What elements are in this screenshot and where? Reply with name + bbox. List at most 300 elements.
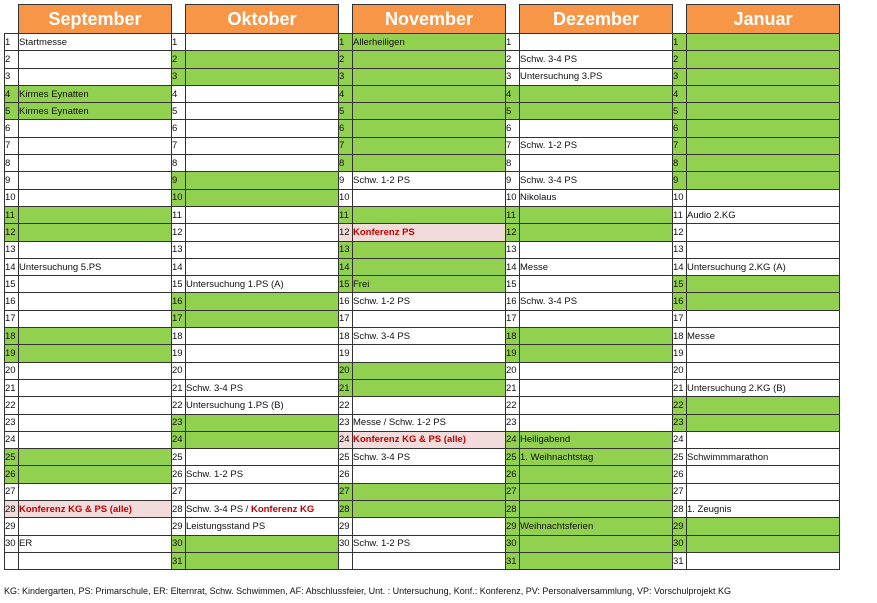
day-event[interactable]: [186, 120, 339, 137]
day-event[interactable]: [19, 172, 172, 189]
day-event[interactable]: [687, 68, 840, 85]
day-event[interactable]: [186, 328, 339, 345]
day-number: 4: [5, 85, 19, 102]
event-text: Schw. 1-2 PS: [186, 469, 244, 481]
event-text: Schw. 1-2 PS: [520, 140, 578, 152]
day-number: 6: [5, 120, 19, 137]
day-number: 15: [5, 276, 19, 293]
day-number: 16: [5, 293, 19, 310]
table-row: [5, 466, 840, 483]
day-event[interactable]: [520, 501, 673, 518]
day-event[interactable]: [687, 224, 840, 241]
header-spacer: [506, 5, 520, 34]
day-number: 31: [673, 552, 687, 569]
day-number: 28: [339, 501, 353, 518]
event-text: Schw. 3-4 PS: [353, 330, 411, 342]
day-event[interactable]: [687, 362, 840, 379]
day-number: 7: [339, 137, 353, 154]
day-event[interactable]: [19, 362, 172, 379]
event-text: Kirmes Eynatten: [19, 88, 89, 100]
day-event[interactable]: [687, 379, 840, 396]
day-event[interactable]: [520, 310, 673, 327]
legend-text: KG: Kindergarten, PS: Primarschule, ER: Elternrat, Schw. Schwimmen, AF: Abschlussfeier, Unt. : Untersuchung, Konf.: Konferenz, PV: Personalversammlung, VP: Vorschulprojekt KG: [4, 586, 731, 596]
day-event[interactable]: [353, 535, 506, 552]
day-number: 19: [172, 345, 186, 362]
table-row: [5, 518, 840, 535]
day-event[interactable]: [520, 172, 673, 189]
day-number: 23: [506, 414, 520, 431]
day-number: 26: [339, 466, 353, 483]
day-event[interactable]: [19, 414, 172, 431]
day-event[interactable]: [353, 466, 506, 483]
day-event[interactable]: [353, 362, 506, 379]
table-row: [5, 224, 840, 241]
day-event[interactable]: [186, 431, 339, 448]
event-text: 1. Zeugnis: [687, 503, 732, 515]
day-number: 15: [172, 276, 186, 293]
day-event[interactable]: [186, 310, 339, 327]
day-event[interactable]: [353, 206, 506, 223]
day-number: 8: [673, 155, 687, 172]
day-number: 20: [339, 362, 353, 379]
day-event[interactable]: [186, 293, 339, 310]
day-number: 14: [339, 258, 353, 275]
day-event[interactable]: [520, 414, 673, 431]
day-number: 20: [506, 362, 520, 379]
day-event[interactable]: [19, 293, 172, 310]
day-event[interactable]: [353, 68, 506, 85]
day-event[interactable]: [353, 552, 506, 569]
day-event[interactable]: [520, 241, 673, 258]
day-number: 13: [5, 241, 19, 258]
day-event[interactable]: [520, 258, 673, 275]
day-event[interactable]: [353, 328, 506, 345]
day-event[interactable]: [687, 189, 840, 206]
event-text: Untersuchung 1.PS (A): [186, 278, 284, 290]
day-event[interactable]: [353, 431, 506, 448]
day-number: 27: [339, 483, 353, 500]
day-number: 29: [506, 518, 520, 535]
day-event[interactable]: [186, 483, 339, 500]
day-event[interactable]: [186, 137, 339, 154]
table-row: [5, 189, 840, 206]
day-event[interactable]: [687, 466, 840, 483]
conference-text: Konferenz KG: [250, 503, 315, 515]
day-number: 5: [673, 103, 687, 120]
day-number: 14: [5, 258, 19, 275]
day-event[interactable]: [687, 85, 840, 102]
day-event[interactable]: [186, 189, 339, 206]
day-event[interactable]: [520, 518, 673, 535]
day-event[interactable]: [687, 414, 840, 431]
event-text: Untersuchung 2.KG (B): [687, 382, 786, 394]
day-number: 22: [339, 397, 353, 414]
day-event[interactable]: [19, 224, 172, 241]
day-event[interactable]: [186, 362, 339, 379]
day-event[interactable]: [520, 397, 673, 414]
day-event[interactable]: [186, 224, 339, 241]
header-spacer: [172, 5, 186, 34]
day-event[interactable]: [353, 501, 506, 518]
day-event[interactable]: [353, 518, 506, 535]
day-number: 27: [506, 483, 520, 500]
day-number: 9: [5, 172, 19, 189]
header-spacer: [339, 5, 353, 34]
table-row: [5, 362, 840, 379]
day-number: 20: [172, 362, 186, 379]
month-header-januar: Januar: [687, 5, 840, 34]
day-event[interactable]: [687, 518, 840, 535]
day-number: 25: [5, 449, 19, 466]
day-event[interactable]: [186, 501, 339, 518]
day-event[interactable]: [520, 155, 673, 172]
day-number: 5: [172, 103, 186, 120]
day-event[interactable]: [687, 258, 840, 275]
day-event[interactable]: [19, 189, 172, 206]
day-event[interactable]: [19, 206, 172, 223]
day-number: 18: [673, 328, 687, 345]
day-number: 25: [673, 449, 687, 466]
day-event[interactable]: [186, 518, 339, 535]
day-number: 6: [506, 120, 520, 137]
day-event[interactable]: [520, 85, 673, 102]
day-number: 10: [172, 189, 186, 206]
day-event[interactable]: [19, 483, 172, 500]
day-event[interactable]: [19, 103, 172, 120]
day-number: 8: [506, 155, 520, 172]
table-row: [5, 241, 840, 258]
day-number: 27: [673, 483, 687, 500]
day-number: 8: [172, 155, 186, 172]
day-event[interactable]: [687, 449, 840, 466]
day-event[interactable]: [19, 518, 172, 535]
day-event[interactable]: [353, 34, 506, 51]
day-number: 24: [506, 431, 520, 448]
day-event[interactable]: [186, 68, 339, 85]
day-event[interactable]: [186, 103, 339, 120]
day-number: 24: [5, 431, 19, 448]
day-event[interactable]: [520, 535, 673, 552]
day-event[interactable]: [19, 276, 172, 293]
day-event[interactable]: [353, 379, 506, 396]
day-number: 8: [5, 155, 19, 172]
day-event[interactable]: [353, 414, 506, 431]
day-number: 21: [506, 379, 520, 396]
day-number: 23: [172, 414, 186, 431]
day-number: 3: [5, 68, 19, 85]
day-number: 7: [673, 137, 687, 154]
day-event[interactable]: [520, 466, 673, 483]
day-event[interactable]: [520, 379, 673, 396]
day-event[interactable]: [186, 241, 339, 258]
event-text: Untersuchung 1.PS (B): [186, 399, 284, 411]
event-text: Startmesse: [19, 36, 68, 48]
day-event[interactable]: [186, 414, 339, 431]
day-number: 1: [506, 34, 520, 51]
day-number: 11: [172, 206, 186, 223]
day-event[interactable]: [186, 379, 339, 396]
day-event[interactable]: [520, 120, 673, 137]
day-number: 26: [172, 466, 186, 483]
day-event[interactable]: [353, 103, 506, 120]
table-row: [5, 414, 840, 431]
day-event[interactable]: [19, 120, 172, 137]
day-event[interactable]: [19, 310, 172, 327]
day-event[interactable]: [687, 431, 840, 448]
day-event[interactable]: [19, 51, 172, 68]
day-event[interactable]: [687, 535, 840, 552]
table-row: [5, 293, 840, 310]
day-event[interactable]: [687, 51, 840, 68]
day-number: 22: [673, 397, 687, 414]
day-number: 19: [673, 345, 687, 362]
day-number: 11: [673, 206, 687, 223]
event-text: Schw. 1-2 PS: [353, 538, 411, 550]
day-event[interactable]: [687, 501, 840, 518]
day-number: 27: [172, 483, 186, 500]
day-number: 12: [339, 224, 353, 241]
day-event[interactable]: [520, 328, 673, 345]
event-text: Schw. 1-2 PS: [353, 175, 411, 187]
day-event[interactable]: [520, 51, 673, 68]
table-row: [5, 258, 840, 275]
day-number: 17: [5, 310, 19, 327]
event-text: Messe: [687, 330, 715, 342]
table-row: [5, 276, 840, 293]
day-event[interactable]: [19, 466, 172, 483]
event-text: Schw. 3-4 PS: [353, 451, 411, 463]
table-row: [5, 68, 840, 85]
day-event[interactable]: [520, 293, 673, 310]
day-event[interactable]: [186, 449, 339, 466]
event-text: 1. Weihnachtstag: [520, 451, 594, 463]
day-event[interactable]: [186, 258, 339, 275]
month-header-september: September: [19, 5, 172, 34]
day-event[interactable]: [353, 189, 506, 206]
day-number: 29: [172, 518, 186, 535]
day-event[interactable]: [353, 155, 506, 172]
table-row: [5, 501, 840, 518]
day-number: 31: [172, 552, 186, 569]
day-event[interactable]: [19, 345, 172, 362]
day-event[interactable]: [687, 310, 840, 327]
day-event[interactable]: [687, 483, 840, 500]
table-row: [5, 449, 840, 466]
day-number: 14: [172, 258, 186, 275]
day-event[interactable]: [19, 431, 172, 448]
day-number: 22: [5, 397, 19, 414]
day-event[interactable]: [353, 397, 506, 414]
event-text: Untersuchung 2.KG (A): [687, 261, 786, 273]
day-number: 5: [506, 103, 520, 120]
day-event[interactable]: [687, 293, 840, 310]
day-event[interactable]: [353, 224, 506, 241]
day-event[interactable]: [353, 85, 506, 102]
day-event[interactable]: [353, 310, 506, 327]
day-event[interactable]: [687, 345, 840, 362]
day-event[interactable]: [19, 501, 172, 518]
day-event[interactable]: [353, 293, 506, 310]
day-event[interactable]: [186, 85, 339, 102]
day-event[interactable]: [19, 535, 172, 552]
event-text: Untersuchung 3.PS: [520, 71, 603, 83]
day-number: 17: [673, 310, 687, 327]
event-text: Kirmes Eynatten: [19, 105, 89, 117]
day-event[interactable]: [687, 120, 840, 137]
day-number: 28: [5, 501, 19, 518]
day-number: 16: [172, 293, 186, 310]
day-event[interactable]: [687, 137, 840, 154]
day-event[interactable]: [520, 362, 673, 379]
day-number: 9: [339, 172, 353, 189]
day-event[interactable]: [186, 552, 339, 569]
day-event[interactable]: [19, 328, 172, 345]
day-event[interactable]: [186, 34, 339, 51]
event-text: Audio 2.KG: [687, 209, 736, 221]
day-event[interactable]: [19, 137, 172, 154]
day-number: 14: [673, 258, 687, 275]
day-event[interactable]: [19, 34, 172, 51]
day-event[interactable]: [186, 466, 339, 483]
day-event[interactable]: [687, 103, 840, 120]
day-event[interactable]: [520, 103, 673, 120]
event-text: ER: [19, 538, 33, 550]
day-number: 15: [506, 276, 520, 293]
day-number: 26: [5, 466, 19, 483]
day-event[interactable]: [520, 68, 673, 85]
day-event[interactable]: [19, 449, 172, 466]
day-event[interactable]: [353, 241, 506, 258]
day-event[interactable]: [520, 34, 673, 51]
event-text: Frei: [353, 278, 370, 290]
day-number: 17: [339, 310, 353, 327]
day-number: 13: [172, 241, 186, 258]
table-row: [5, 397, 840, 414]
day-number: 30: [339, 535, 353, 552]
day-event[interactable]: [687, 552, 840, 569]
day-number: 2: [339, 51, 353, 68]
day-number: 29: [339, 518, 353, 535]
day-event[interactable]: [687, 241, 840, 258]
day-event[interactable]: [520, 276, 673, 293]
day-number: 17: [172, 310, 186, 327]
day-number: 7: [5, 137, 19, 154]
day-event[interactable]: [19, 241, 172, 258]
table-row: [5, 155, 840, 172]
day-event[interactable]: [520, 189, 673, 206]
header-spacer: [673, 5, 687, 34]
day-event[interactable]: [19, 85, 172, 102]
day-event[interactable]: [687, 155, 840, 172]
day-number: 23: [5, 414, 19, 431]
day-number: 8: [339, 155, 353, 172]
day-number: 22: [172, 397, 186, 414]
day-event[interactable]: [186, 276, 339, 293]
day-number: 11: [506, 206, 520, 223]
day-number: 20: [673, 362, 687, 379]
day-event[interactable]: [353, 449, 506, 466]
day-event[interactable]: [19, 397, 172, 414]
day-event[interactable]: [687, 276, 840, 293]
day-number: 21: [172, 379, 186, 396]
day-number: 25: [172, 449, 186, 466]
day-event[interactable]: [353, 120, 506, 137]
day-event[interactable]: [520, 345, 673, 362]
event-text: Leistungsstand PS: [186, 520, 266, 532]
day-number: 4: [673, 85, 687, 102]
day-number: 19: [339, 345, 353, 362]
day-event[interactable]: [520, 449, 673, 466]
day-event[interactable]: [687, 34, 840, 51]
day-number: 2: [506, 51, 520, 68]
event-text: Schw. 3-4 PS: [520, 296, 578, 308]
event-text: Weihnachtsferien: [520, 520, 594, 532]
table-row: [5, 120, 840, 137]
event-text: Messe / Schw. 1-2 PS: [353, 417, 446, 429]
day-event[interactable]: [687, 397, 840, 414]
day-number: 1: [172, 34, 186, 51]
day-event[interactable]: [353, 258, 506, 275]
day-event[interactable]: [520, 431, 673, 448]
day-number: 21: [5, 379, 19, 396]
day-number: 19: [5, 345, 19, 362]
day-event[interactable]: [186, 155, 339, 172]
day-number: [5, 552, 19, 569]
day-event[interactable]: [520, 224, 673, 241]
day-event[interactable]: [353, 483, 506, 500]
day-event[interactable]: [186, 51, 339, 68]
day-event[interactable]: [186, 535, 339, 552]
table-row: [5, 34, 840, 51]
day-number: 28: [172, 501, 186, 518]
day-number: 13: [673, 241, 687, 258]
day-number: 12: [172, 224, 186, 241]
day-event[interactable]: [353, 172, 506, 189]
day-event[interactable]: [186, 397, 339, 414]
day-event[interactable]: [353, 276, 506, 293]
day-event[interactable]: [19, 552, 172, 569]
day-event[interactable]: [353, 51, 506, 68]
day-event[interactable]: [687, 206, 840, 223]
header-spacer: [5, 5, 19, 34]
day-number: 24: [172, 431, 186, 448]
day-number: 26: [673, 466, 687, 483]
day-event[interactable]: [186, 206, 339, 223]
day-event[interactable]: [19, 379, 172, 396]
day-event[interactable]: [186, 345, 339, 362]
calendar-sheet: [4, 4, 840, 570]
day-number: 4: [506, 85, 520, 102]
day-event[interactable]: [520, 552, 673, 569]
day-number: 21: [673, 379, 687, 396]
day-number: 31: [506, 552, 520, 569]
day-event[interactable]: [687, 172, 840, 189]
table-row: [5, 535, 840, 552]
event-text: Schw. 3-4 PS: [520, 175, 578, 187]
day-event[interactable]: [520, 137, 673, 154]
day-event[interactable]: [186, 172, 339, 189]
day-event[interactable]: [19, 258, 172, 275]
day-event[interactable]: [19, 68, 172, 85]
day-event[interactable]: [520, 206, 673, 223]
day-event[interactable]: [19, 155, 172, 172]
day-number: 27: [5, 483, 19, 500]
conference-text: Konferenz KG & PS (alle): [353, 434, 466, 446]
day-event[interactable]: [687, 328, 840, 345]
day-event[interactable]: [520, 483, 673, 500]
day-event[interactable]: [353, 345, 506, 362]
day-event[interactable]: [353, 137, 506, 154]
